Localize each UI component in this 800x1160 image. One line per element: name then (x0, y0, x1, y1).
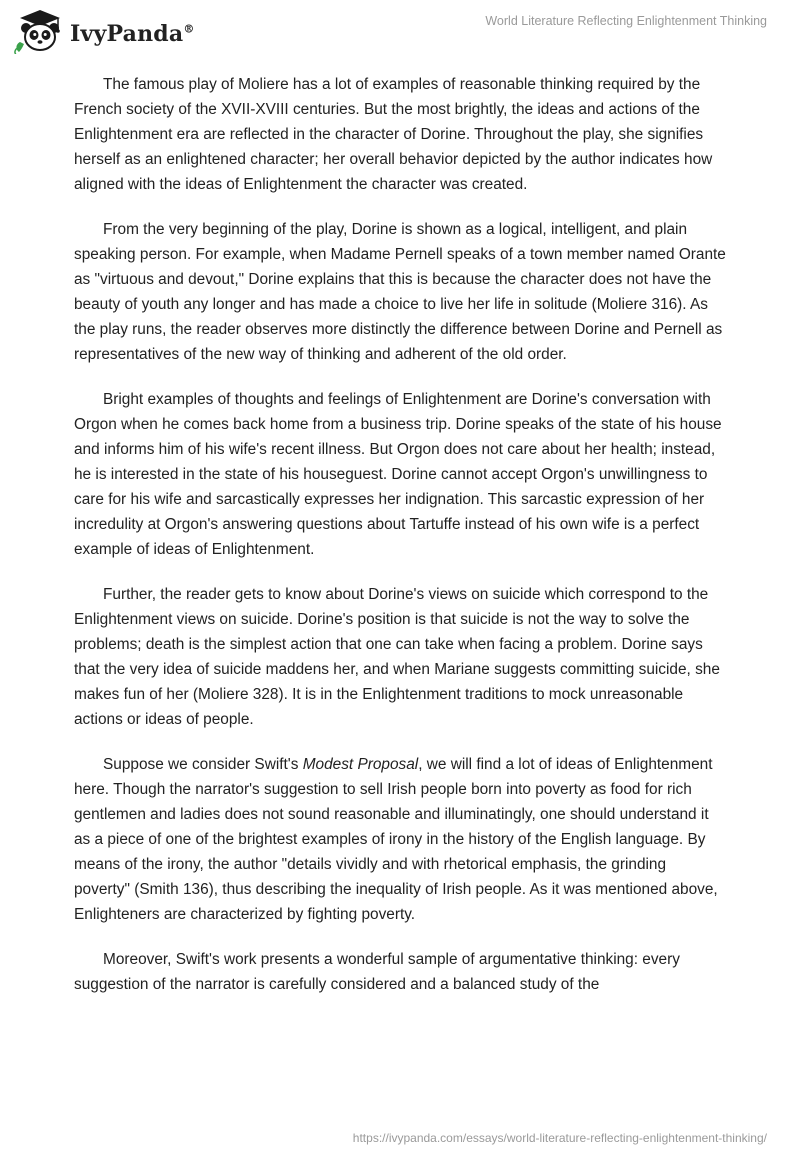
paragraph: Moreover, Swift's work presents a wonderful sample of argumentative thinking: every suggestion of the narrator is carefully considered and a balanced study of the (74, 951, 680, 993)
paragraph: Suppose we consider Swift's Modest Proposal, we will find a lot of ideas of Enlightenment here. Though the narrator's suggestion to sell Irish people born into poverty as food for rich gentlemen and ladies does not sound reasonable and illuminatingly, one should understand it as a piece of one of the brightest examples of irony in the history of the English language. By means of the irony, the author "details vividly and with rhetorical emphasis, the grinding poverty" (Smith 136), thus describing the inequality of Irish people. As it was mentioned above, Enlighteners are characterized by fighting poverty. (74, 756, 718, 923)
page-header (0, 0, 800, 60)
essay-body (74, 72, 726, 1017)
paragraph: Bright examples of thoughts and feelings of Enlightenment are Dorine's conversation with Orgon when he comes back home from a business trip. Dorine speaks of the state of his house and informs him of his wife's recent illness. But Orgon does not care about her health; instead, he is interested in the state of his houseguest. Dorine cannot accept Orgon's unwillingness to care for his wife and sarcastically expresses her indignation. This sarcastic expression of her incredulity at Orgon's answering questions about Tartuffe instead of his own wife is a perfect example of ideas of Enlightenment. (74, 391, 722, 558)
work-title: Modest Proposal (302, 756, 419, 773)
ivypanda-logo[interactable] (14, 8, 195, 54)
paragraph: From the very beginning of the play, Dorine is shown as a logical, intelligent, and plain speaking person. For example, when Madame Pernell speaks of a town member named Orante as "virtuous and devout," Dorine explains that this is because the character does not have the beauty of youth any longer and has made a choice to live her life in solitude (Moliere 316). As the play runs, the reader observes more distinctly the difference between Dorine and Pernell as representatives of the new way of thinking and adherent of the old order. (74, 221, 726, 363)
source-url[interactable]: https://ivypanda.com/essays/world-literature-reflecting-enlightenment-thinking/ (352, 1131, 767, 1145)
document-title: World Literature Reflecting Enlightenment Thinking (485, 14, 767, 28)
paragraph: Further, the reader gets to know about Dorine's views on suicide which correspond to the Enlightenment views on suicide. Dorine's position is that suicide is not the way to solve the problems; death is the simplest action that one can take when facing a problem. Dorine says that the very idea of suicide maddens her, and when Mariane suggests committing suicide, she makes fun of her (Moliere 328). It is in the Enlightenment traditions to mock unreasonable actions or ideas of people. (74, 586, 720, 728)
paragraph: The famous play of Moliere has a lot of examples of reasonable thinking required by the French society of the XVII-XVIII centuries. But the most brightly, the ideas and actions of the Enlightenment era are reflected in the character of Dorine. Throughout the play, she signifies herself as an enlightened character; her overall behavior depicted by the author indicates how aligned with the ideas of Enlightenment the character was created. (74, 76, 713, 193)
panda-graduate-icon (14, 8, 66, 54)
brand-name: IvyPanda® (70, 21, 195, 47)
